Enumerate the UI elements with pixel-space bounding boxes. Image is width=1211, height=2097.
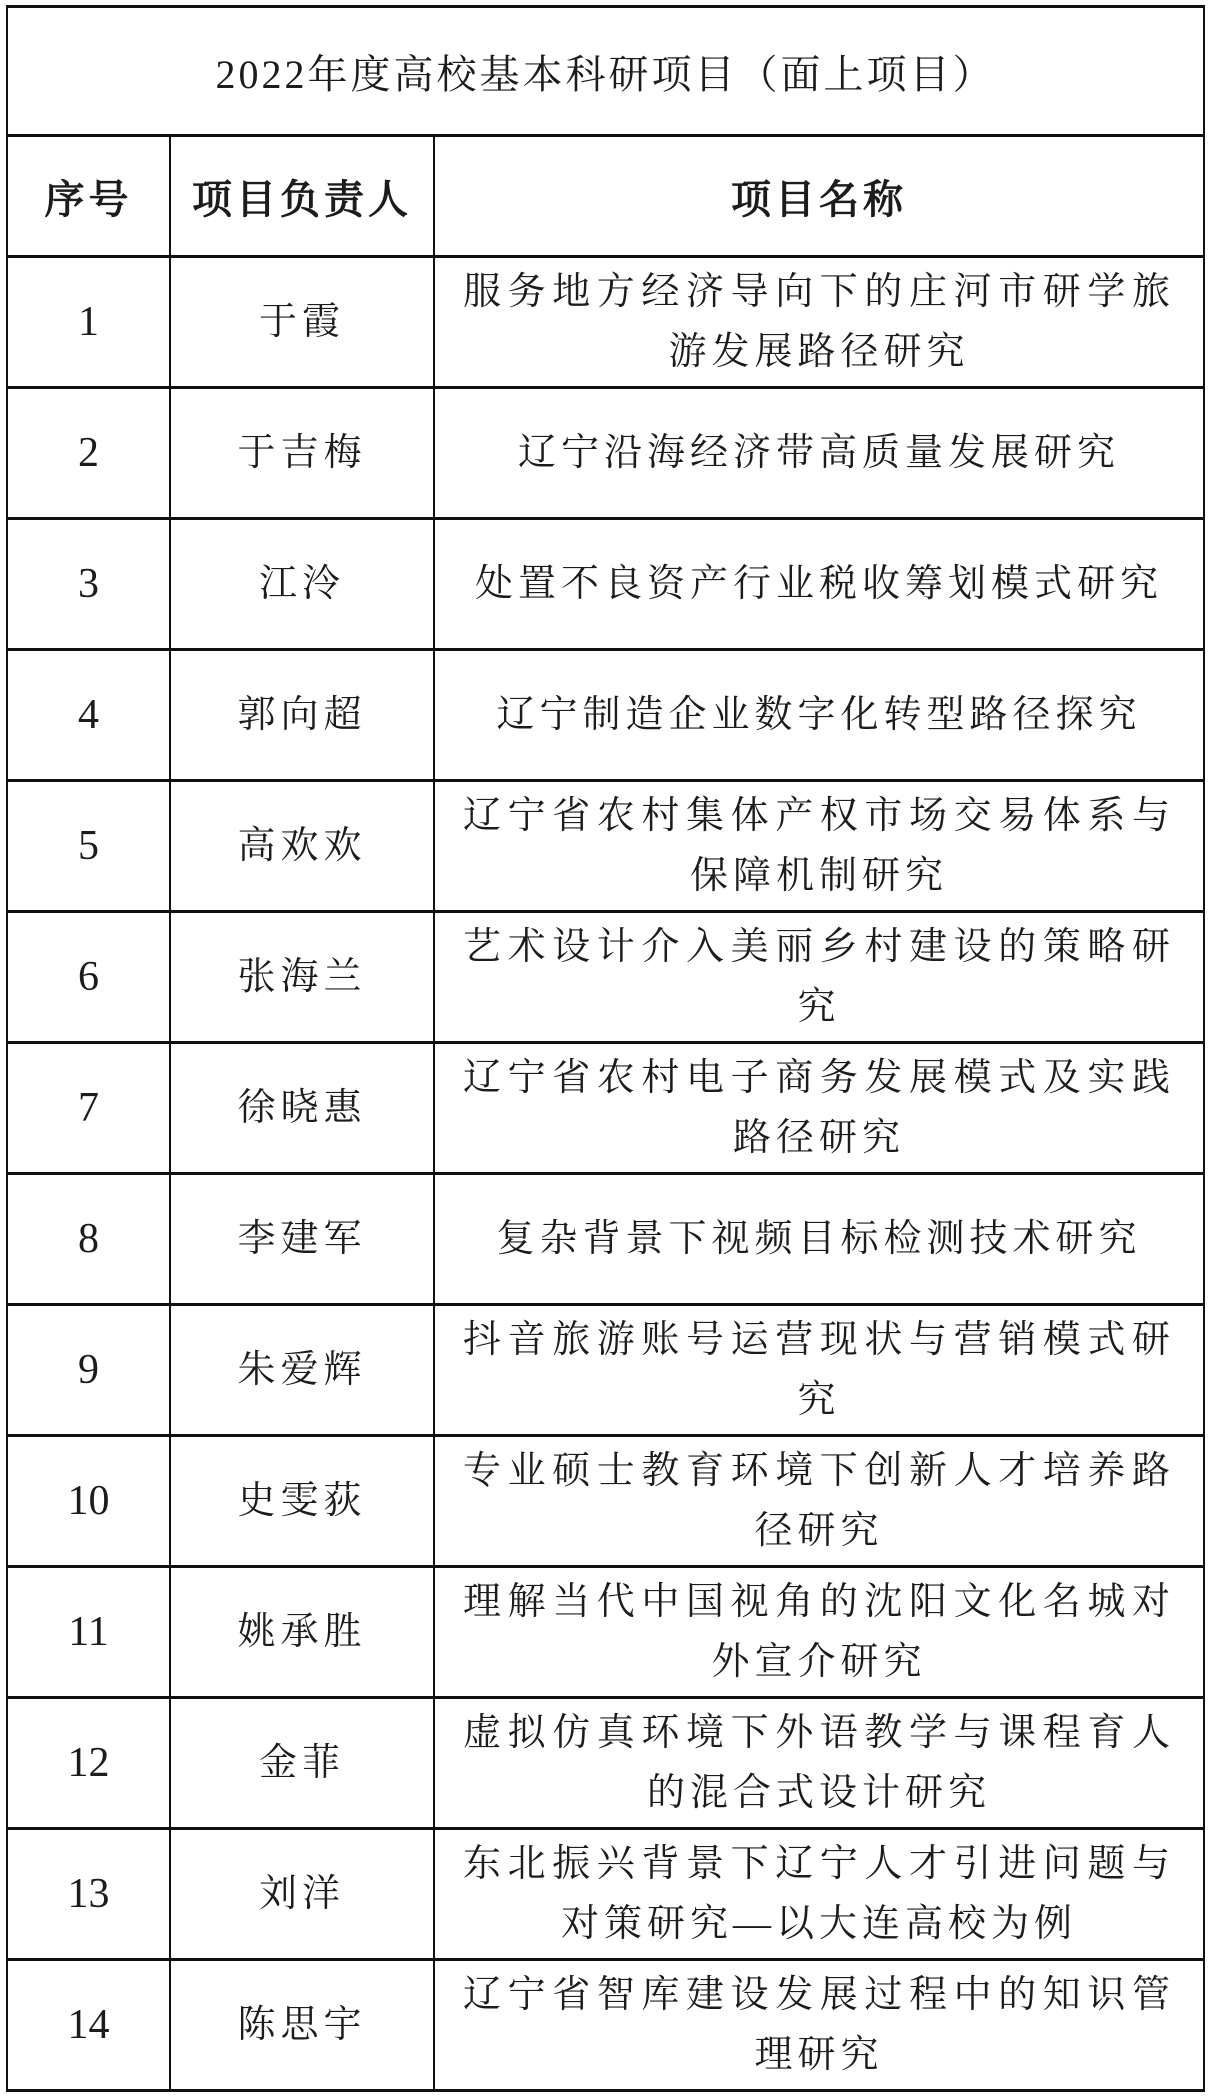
table-row [7,1436,1204,1567]
table-row [7,1043,1204,1174]
row-number-cell: 6 [7,912,170,1043]
project-name-cell: 服务地方经济导向下的庄河市研学旅游发展路径研究 [434,257,1204,388]
project-name-cell: 抖音旅游账号运营现状与营销模式研究 [434,1305,1204,1436]
project-name-cell: 处置不良资产行业税收筹划模式研究 [434,519,1204,650]
project-leader-cell: 金菲 [170,1698,434,1829]
table-row [7,388,1204,519]
row-number-cell: 1 [7,257,170,388]
project-leader-cell: 刘洋 [170,1829,434,1960]
table-row [7,781,1204,912]
row-number-cell: 7 [7,1043,170,1174]
row-number-cell: 8 [7,1174,170,1305]
row-number-cell: 10 [7,1436,170,1567]
table-row [7,650,1204,781]
project-name-cell: 辽宁沿海经济带高质量发展研究 [434,388,1204,519]
project-name-cell: 东北振兴背景下辽宁人才引进问题与对策研究—以大连高校为例 [434,1829,1204,1960]
project-name-cell: 辽宁省智库建设发展过程中的知识管理研究 [434,1960,1204,2091]
project-leader-cell: 郭向超 [170,650,434,781]
table-row [7,1174,1204,1305]
table-row [7,1305,1204,1436]
project-name-cell: 专业硕士教育环境下创新人才培养路径研究 [434,1436,1204,1567]
project-leader-cell: 朱爱辉 [170,1305,434,1436]
project-leader-cell: 徐晓惠 [170,1043,434,1174]
table-title-row [7,7,1204,136]
table-row [7,1829,1204,1960]
project-leader-cell: 高欢欢 [170,781,434,912]
project-name-cell: 辽宁省农村集体产权市场交易体系与保障机制研究 [434,781,1204,912]
column-header-leader: 项目负责人 [170,136,434,257]
project-leader-cell: 张海兰 [170,912,434,1043]
row-number-cell: 14 [7,1960,170,2091]
table-header-row [7,136,1204,257]
project-name-cell: 复杂背景下视频目标检测技术研究 [434,1174,1204,1305]
table-row [7,1960,1204,2091]
row-number-cell: 9 [7,1305,170,1436]
project-leader-cell: 江泠 [170,519,434,650]
column-header-no: 序号 [7,136,170,257]
row-number-cell: 11 [7,1567,170,1698]
project-name-cell: 艺术设计介入美丽乡村建设的策略研究 [434,912,1204,1043]
row-number-cell: 2 [7,388,170,519]
project-name-cell: 虚拟仿真环境下外语教学与课程育人的混合式设计研究 [434,1698,1204,1829]
project-leader-cell: 姚承胜 [170,1567,434,1698]
table-row [7,1698,1204,1829]
table-row [7,1567,1204,1698]
row-number-cell: 12 [7,1698,170,1829]
row-number-cell: 5 [7,781,170,912]
table-row [7,257,1204,388]
projects-table [6,5,1205,2092]
table-body [7,257,1204,2091]
table-row [7,912,1204,1043]
column-header-project: 项目名称 [434,136,1204,257]
project-name-cell: 辽宁省农村电子商务发展模式及实践路径研究 [434,1043,1204,1174]
table-row [7,519,1204,650]
project-leader-cell: 史雯荻 [170,1436,434,1567]
row-number-cell: 3 [7,519,170,650]
row-number-cell: 13 [7,1829,170,1960]
table-title: 2022年度高校基本科研项目（面上项目） [7,7,1204,136]
project-leader-cell: 于霞 [170,257,434,388]
project-leader-cell: 于吉梅 [170,388,434,519]
project-leader-cell: 陈思宇 [170,1960,434,2091]
project-name-cell: 辽宁制造企业数字化转型路径探究 [434,650,1204,781]
row-number-cell: 4 [7,650,170,781]
project-leader-cell: 李建军 [170,1174,434,1305]
project-name-cell: 理解当代中国视角的沈阳文化名城对外宣介研究 [434,1567,1204,1698]
